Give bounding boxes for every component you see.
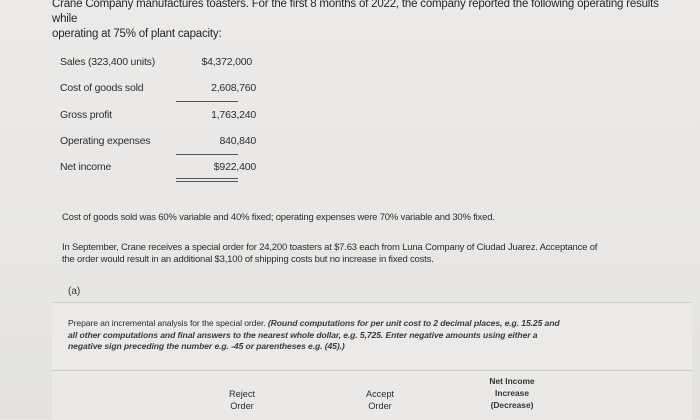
fin-value: $4,372,000 xyxy=(201,56,252,68)
analysis-table-header xyxy=(52,370,692,420)
instruction-italic-3: negative sign preceding the number e.g. -45 or parentheses e.g. (45).) xyxy=(68,341,345,351)
fin-label: Sales (323,400 units) xyxy=(60,56,156,68)
header-line: (Decrease) xyxy=(490,400,534,410)
instruction-text xyxy=(68,318,638,353)
special-order-text xyxy=(62,242,672,266)
special-order-line-1: In September, Crane receives a special order for 24,200 toasters at $7.63 each from Luna Company of Ciudad Juarez. Acceptance of xyxy=(62,242,598,253)
col-header-reject-order xyxy=(212,388,272,412)
cost-note: Cost of goods sold was 60% variable and 40% fixed; operating expenses were 70% variable and 30% fixed. xyxy=(62,212,495,223)
fin-row-gross-profit xyxy=(60,109,256,129)
fin-row-cogs xyxy=(60,82,256,102)
fin-row-operating-expenses xyxy=(60,135,256,155)
fin-value: 1,763,240 xyxy=(211,109,256,121)
divider xyxy=(176,154,238,155)
intro-line-1: Crane Company manufactures toasters. For the first 8 months of 2022, the company reported the following operating results while xyxy=(52,0,659,25)
double-underline-top xyxy=(176,178,238,179)
col-header-net-income xyxy=(477,375,547,411)
header-line: Net Income xyxy=(489,376,535,386)
header-line: Reject xyxy=(228,389,256,399)
double-underline-bottom xyxy=(176,181,238,182)
header-line: Accept xyxy=(365,389,395,399)
instruction-lead: Prepare an incremental analysis for the special order. xyxy=(68,318,268,328)
fin-label: Gross profit xyxy=(60,109,112,121)
part-label: (a) xyxy=(68,286,81,297)
fin-label: Net income xyxy=(60,161,112,173)
fin-label: Operating expenses xyxy=(60,135,151,147)
intro-text xyxy=(52,0,662,42)
special-order-line-2: the order would result in an additional $3,100 of shipping costs but no increase in fixed costs. xyxy=(62,254,434,265)
header-line: Increase xyxy=(495,388,529,398)
fin-value: $922,400 xyxy=(213,161,256,173)
intro-line-2: operating at 75% of plant capacity: xyxy=(52,28,222,40)
header-line: Order xyxy=(230,401,254,411)
divider xyxy=(176,101,238,102)
instruction-italic-1: (Round computations for per unit cost to 2 decimal places, e.g. 15.25 and xyxy=(267,318,560,328)
instruction-italic-2: all other computations and final answers to the nearest whole dollar, e.g. 5,725. Enter negative amounts using either a xyxy=(68,329,538,340)
col-header-accept-order xyxy=(350,388,410,412)
fin-value: 2,608,760 xyxy=(211,82,256,94)
header-line: Order xyxy=(368,401,392,411)
fin-row-sales xyxy=(60,56,250,76)
fin-value: 840,840 xyxy=(219,135,256,147)
fin-label: Cost of goods sold xyxy=(60,82,144,94)
